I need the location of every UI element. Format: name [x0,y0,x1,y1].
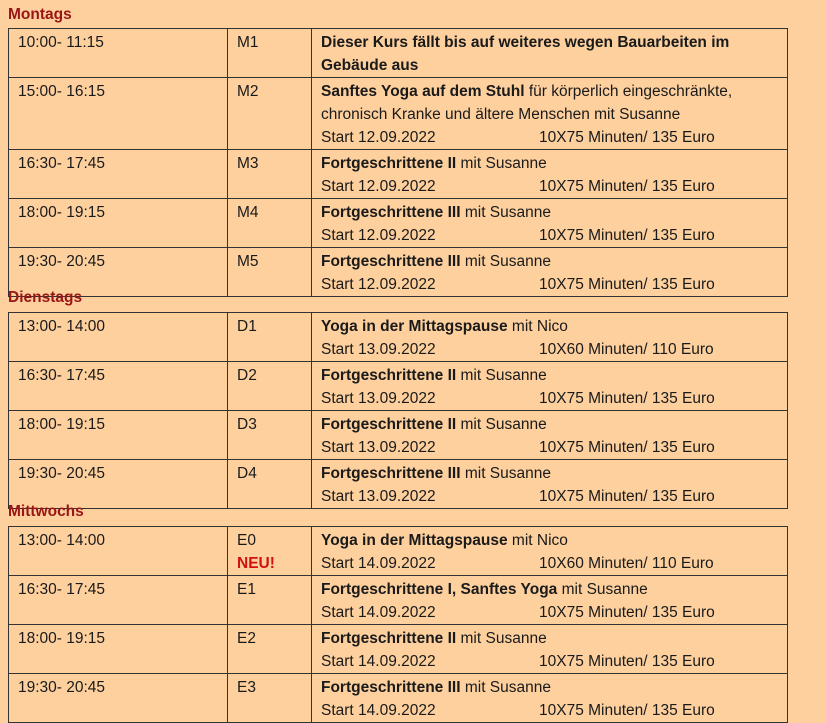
start-date: Start 13.09.2022 [321,488,436,505]
course-description-cell [312,78,788,150]
course-code-cell: M3 [228,150,312,199]
course-description-cell [312,362,788,411]
course-teacher: mit Susanne [456,630,547,647]
course-teacher: mit Susanne [460,465,551,482]
course-name: Fortgeschrittene II [321,155,457,172]
course-description-cell [312,460,788,509]
course-name: Fortgeschrittene III [321,465,461,482]
course-name: Fortgeschrittene II [321,630,457,647]
time-cell: 16:30- 17:45 [9,362,228,411]
course-teacher: mit Susanne [456,155,547,172]
time-cell: 18:00- 19:15 [9,411,228,460]
course-teacher: mit Susanne [456,416,547,433]
schedule-table-mittwochs [8,526,788,723]
start-date: Start 12.09.2022 [321,178,436,195]
start-date: Start 14.09.2022 [321,555,436,572]
course-teacher: mit Susanne [557,581,648,598]
time-cell: 18:00- 19:15 [9,625,228,674]
table-row [9,411,788,460]
table-row [9,625,788,674]
start-date: Start 13.09.2022 [321,390,436,407]
course-code-cell: D2 [228,362,312,411]
course-name: Fortgeschrittene I, Sanftes Yoga [321,581,558,598]
course-name: Dieser Kurs fällt bis auf weiteres wegen Bauarbeiten im Gebäude aus [321,34,730,74]
time-cell: 16:30- 17:45 [9,576,228,625]
table-row [9,576,788,625]
course-code-cell: D1 [228,313,312,362]
start-date: Start 12.09.2022 [321,129,436,146]
course-teacher: mit Susanne [456,367,547,384]
table-row [9,199,788,248]
course-duration-price: 10X75 Minuten/ 135 Euro [539,129,715,146]
table-row [9,527,788,576]
course-teacher: mit Nico [507,318,568,335]
course-teacher: mit Susanne [460,204,551,221]
time-cell: 10:00- 11:15 [9,29,228,78]
table-row [9,78,788,150]
course-duration-price: 10X75 Minuten/ 135 Euro [539,276,715,293]
time-cell: 15:00- 16:15 [9,78,228,150]
table-row [9,150,788,199]
course-description-cell [312,248,788,297]
course-duration-price: 10X60 Minuten/ 110 Euro [539,555,714,572]
schedule-table-dienstags [8,312,788,509]
day-heading-mittwochs: Mittwochs [8,503,84,520]
course-description-cell [312,674,788,723]
course-name: Fortgeschrittene II [321,416,457,433]
new-badge: NEU! [237,555,275,572]
course-code-cell: E3 [228,674,312,723]
course-teacher: mit Nico [507,532,568,549]
table-row [9,460,788,509]
course-description-cell [312,150,788,199]
time-cell: 13:00- 14:00 [9,527,228,576]
course-name: Yoga in der Mittagspause [321,532,508,549]
start-date: Start 14.09.2022 [321,604,436,621]
course-code-cell [228,527,312,576]
course-teacher: mit Susanne [460,679,551,696]
course-description-cell [312,29,788,78]
table-row [9,29,788,78]
day-heading-dienstags: Dienstags [8,289,83,306]
course-name: Fortgeschrittene III [321,253,461,270]
course-description-cell [312,625,788,674]
course-code-cell: E1 [228,576,312,625]
course-duration-price: 10X75 Minuten/ 135 Euro [539,227,715,244]
time-cell: 18:00- 19:15 [9,199,228,248]
course-description-cell [312,527,788,576]
course-duration-price: 10X75 Minuten/ 135 Euro [539,488,715,505]
start-date: Start 14.09.2022 [321,653,436,670]
time-cell: 19:30- 20:45 [9,460,228,509]
course-name: Yoga in der Mittagspause [321,318,508,335]
course-duration-price: 10X75 Minuten/ 135 Euro [539,390,715,407]
course-description-cell [312,411,788,460]
course-teacher: mit Susanne [460,253,551,270]
start-date: Start 13.09.2022 [321,341,436,358]
start-date: Start 13.09.2022 [321,439,436,456]
table-row [9,248,788,297]
course-duration-price: 10X75 Minuten/ 135 Euro [539,178,715,195]
course-duration-price: 10X60 Minuten/ 110 Euro [539,341,714,358]
time-cell: 19:30- 20:45 [9,248,228,297]
course-code-cell: M1 [228,29,312,78]
course-name: Fortgeschrittene II [321,367,457,384]
course-code: E0 [237,532,256,549]
course-description-cell [312,576,788,625]
course-name: Sanftes Yoga auf dem Stuhl [321,83,525,100]
course-code-cell: M2 [228,78,312,150]
course-name: Fortgeschrittene III [321,204,461,221]
course-code-cell: D4 [228,460,312,509]
course-duration-price: 10X75 Minuten/ 135 Euro [539,653,715,670]
course-name: Fortgeschrittene III [321,679,461,696]
course-description-cell [312,199,788,248]
table-row [9,362,788,411]
course-code-cell: E2 [228,625,312,674]
time-cell: 16:30- 17:45 [9,150,228,199]
time-cell: 19:30- 20:45 [9,674,228,723]
course-code-cell: M5 [228,248,312,297]
schedule-table-montags [8,28,788,297]
course-description-cell [312,313,788,362]
course-duration-price: 10X75 Minuten/ 135 Euro [539,604,715,621]
start-date: Start 12.09.2022 [321,276,436,293]
time-cell: 13:00- 14:00 [9,313,228,362]
table-row [9,674,788,723]
start-date: Start 12.09.2022 [321,227,436,244]
course-teacher: für körperlich eingeschränkte, chronisch Kranke und ältere Menschen mit Susanne [321,83,733,123]
start-date: Start 14.09.2022 [321,702,436,719]
course-duration-price: 10X75 Minuten/ 135 Euro [539,702,715,719]
course-code-cell: M4 [228,199,312,248]
day-heading-montags: Montags [8,6,72,23]
course-duration-price: 10X75 Minuten/ 135 Euro [539,439,715,456]
table-row [9,313,788,362]
course-code-cell: D3 [228,411,312,460]
